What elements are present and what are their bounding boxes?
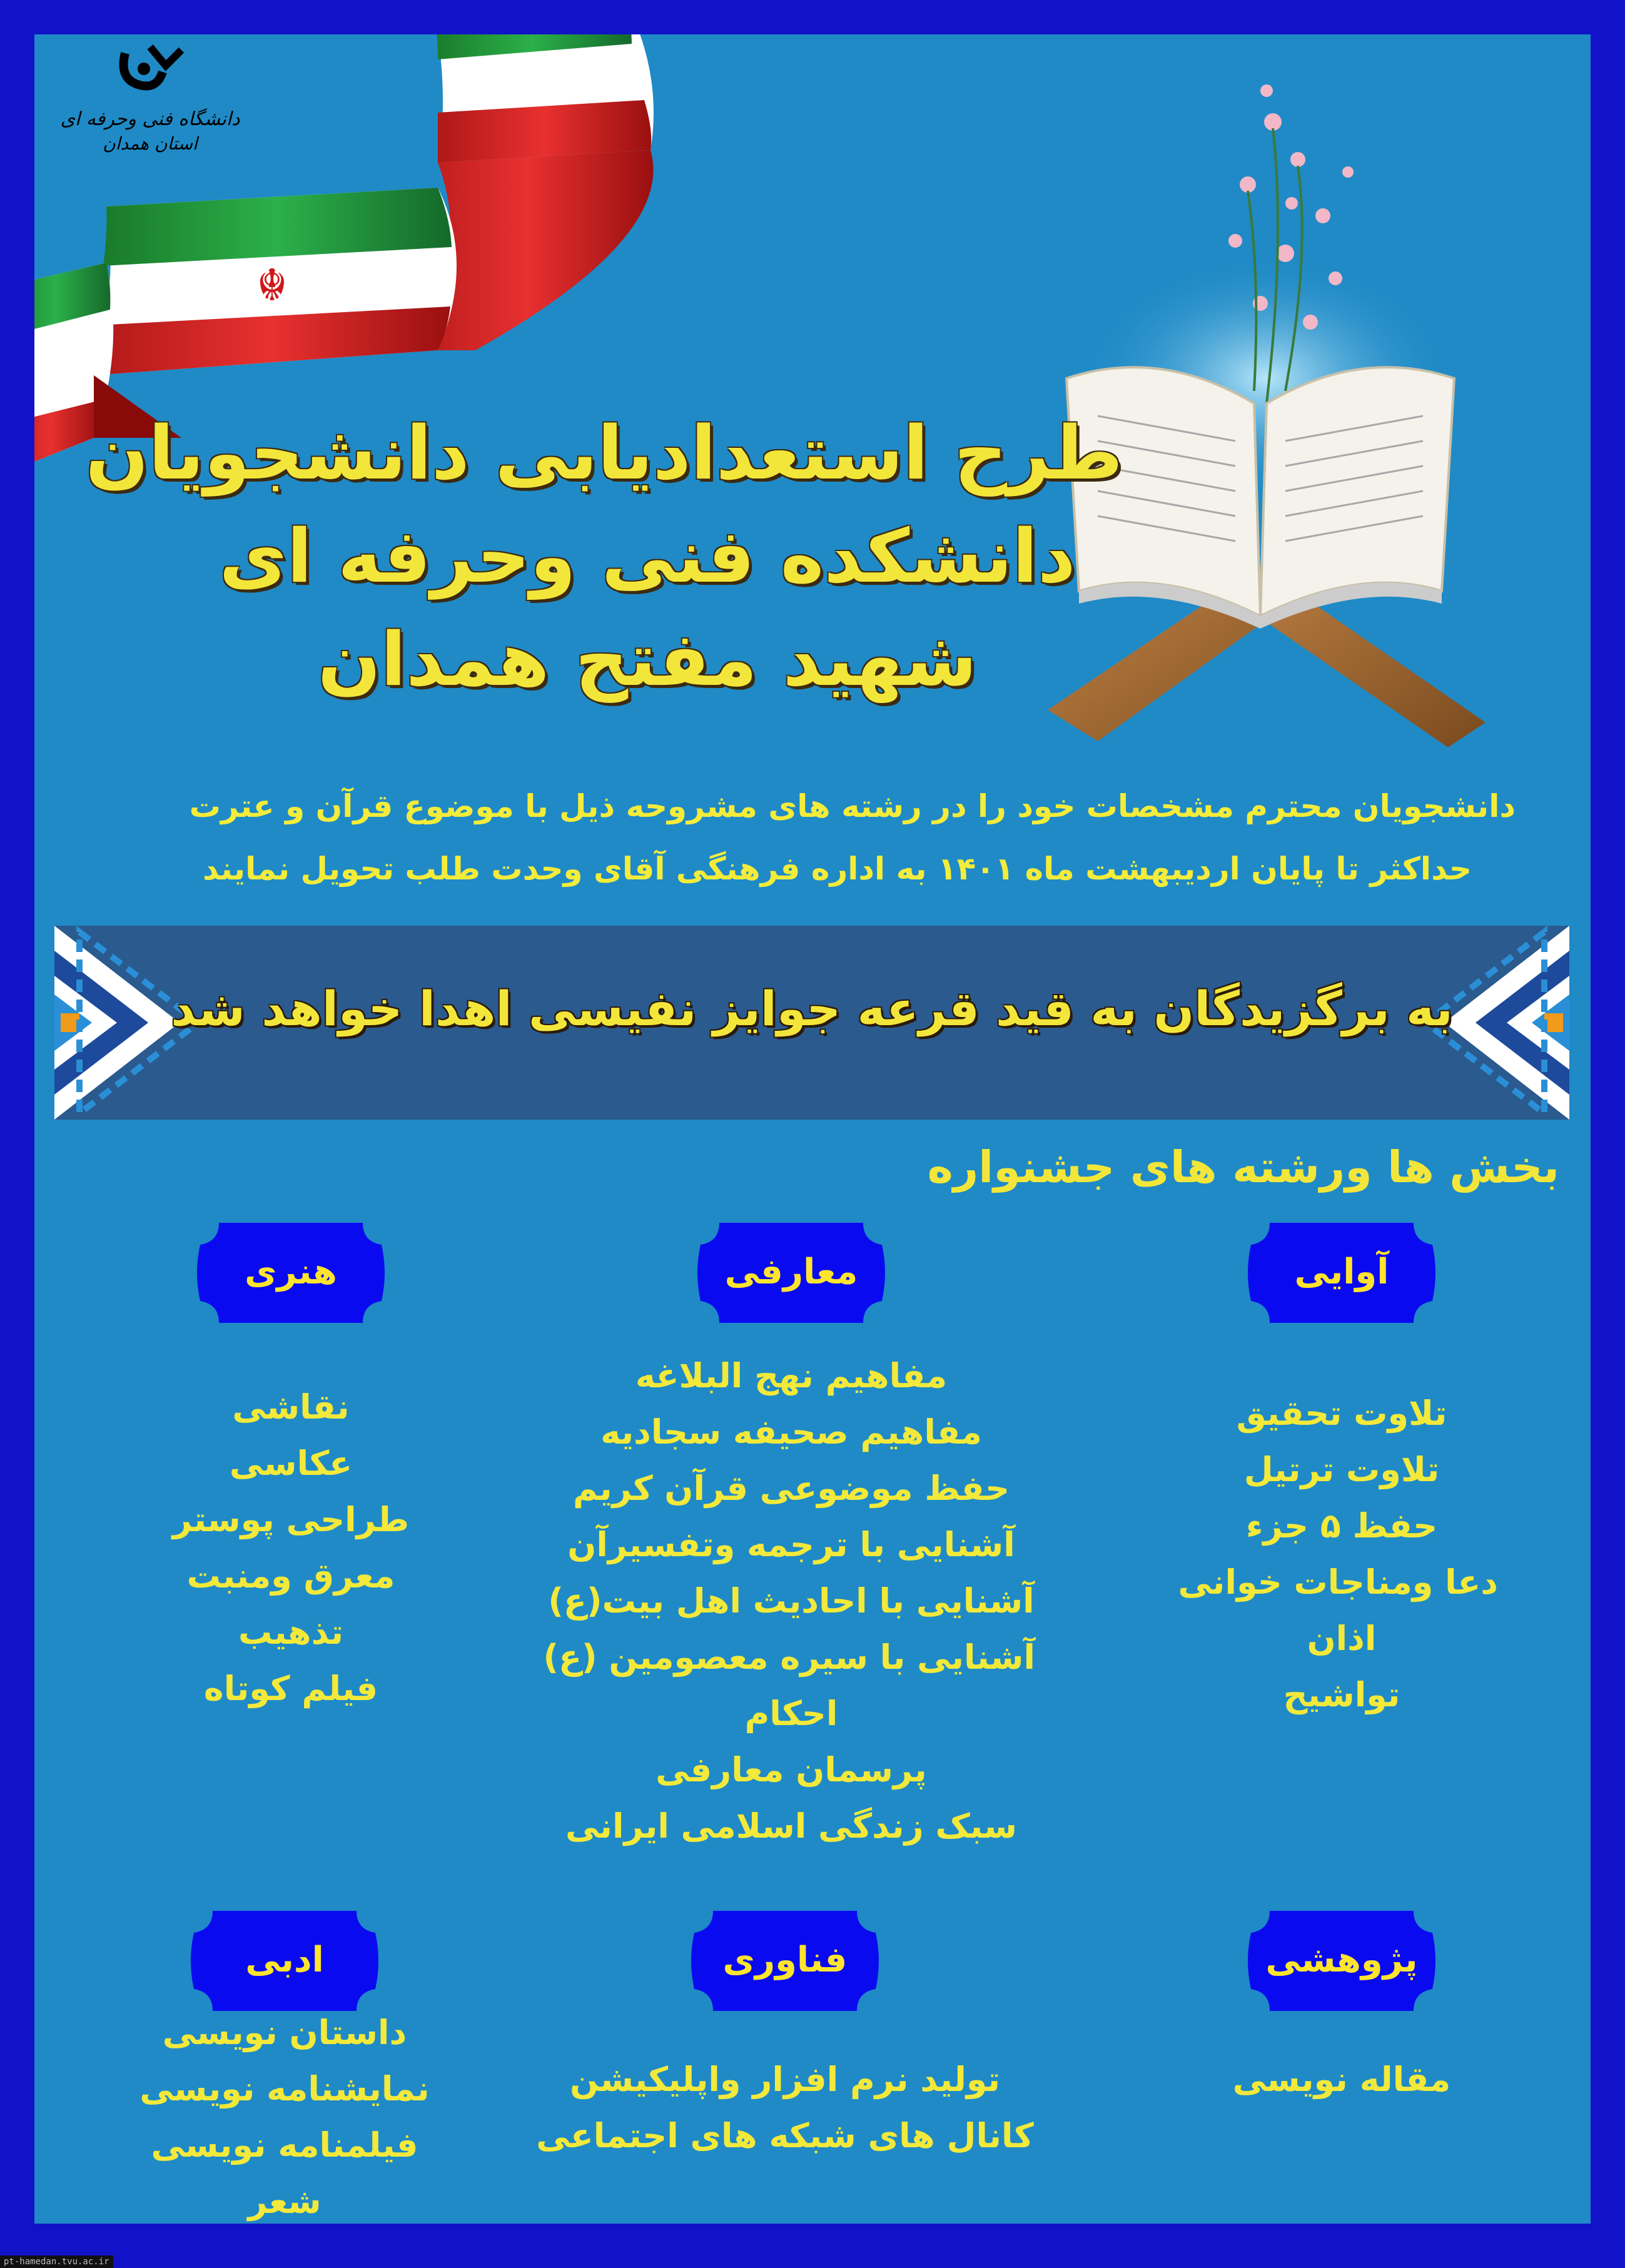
list-item: حفظ موضوعی قرآن کریم <box>572 1469 1010 1508</box>
list-item: تولید نرم افزار واپلیکیشن <box>570 2060 1000 2099</box>
category-items-avayi <box>1178 1385 1498 1723</box>
category-badge-honari <box>194 1223 388 1323</box>
list-item: کانال های شبکه های اجتماعی <box>536 2116 1034 2155</box>
list-item: پرسمان معارفی <box>656 1750 927 1790</box>
category-label: ادبی <box>245 1940 324 1980</box>
list-item: فیلمنامه نویسی <box>151 2125 418 2165</box>
list-item: داستان نویسی <box>162 2013 407 2052</box>
list-item: دعا ومناجات خوانی <box>1178 1562 1498 1602</box>
title-line-2: دانشکده فنی وحرفه ای <box>219 513 1076 599</box>
sections-heading: بخش ها ورشته های جشنواره <box>927 1142 1559 1193</box>
category-badge-fanavari <box>688 1911 882 2011</box>
list-item: آشنایی با ترجمه وتفسیرآن <box>567 1525 1015 1564</box>
category-label: معارفی <box>724 1252 858 1292</box>
category-badge-maarefi <box>694 1223 888 1323</box>
poster-body <box>34 34 1591 2224</box>
list-item: تلاوت تحقیق <box>1236 1394 1447 1433</box>
category-badge-adabi <box>188 1911 382 2011</box>
category-label: فناوری <box>722 1940 848 1980</box>
intro-line-1: دانشجویان محترم مشخصات خود را در رشته های مشروحه ذیل با موضوع قرآن و عترت <box>189 788 1516 824</box>
category-badge-pazhouheshi <box>1245 1911 1439 2011</box>
list-item: طراحی پوستر <box>172 1500 410 1539</box>
list-item: نقاشی <box>232 1387 350 1427</box>
list-item: تذهیب <box>238 1612 344 1652</box>
list-item: عکاسی <box>229 1444 353 1483</box>
category-items-maarefi <box>543 1348 1035 1855</box>
list-item: فیلم کوتاه <box>203 1669 378 1708</box>
footer-url: pt-hamedan.tvu.ac.ir <box>0 2255 113 2268</box>
logo-line-1: دانشگاه فنی وحرفه ای <box>60 108 240 130</box>
list-item: معرق ومنبت <box>186 1556 395 1596</box>
list-item: مفاهیم صحیفه سجادیه <box>600 1412 982 1452</box>
list-item: مفاهیم نهج البلاغه <box>635 1356 948 1395</box>
title-line-3: شهید مفتح همدان <box>318 616 977 702</box>
university-logo <box>56 34 244 185</box>
category-items-honari <box>153 1379 428 1717</box>
list-item: حفظ ۵ جزء <box>1245 1506 1438 1546</box>
logo-line-2: استان همدان <box>103 133 198 154</box>
list-item: احکام <box>744 1694 838 1733</box>
category-badge-avayi <box>1245 1223 1439 1323</box>
list-item: تواشیح <box>1283 1675 1400 1714</box>
title-line-1: طرح استعدادیابی دانشجویان <box>85 410 1123 496</box>
list-item: نمایشنامه نویسی <box>139 2069 430 2109</box>
category-label: پژوهشی <box>1265 1940 1418 1980</box>
list-item: آشنایی با احادیث اهل بیت(ع) <box>548 1581 1035 1621</box>
svg-text:☬: ☬ <box>256 260 288 311</box>
list-item: آشنایی با سیره معصومین (ع) <box>543 1638 1035 1677</box>
category-label: آوایی <box>1294 1252 1389 1292</box>
category-items-fanavari <box>535 2052 1035 2164</box>
category-items-pazhouheshi <box>1185 2052 1498 2108</box>
list-item: اذان <box>1307 1619 1377 1658</box>
category-items-adabi <box>122 2005 447 2224</box>
list-item: مقاله نویسی <box>1232 2060 1451 2099</box>
category-label: هنری <box>245 1252 337 1292</box>
intro-line-2: حداکثر تا پایان اردیبهشت ماه ۱۴۰۱ به اداره فرهنگی آقای وحدت طلب تحویل نمایند <box>203 851 1472 887</box>
banner-text: به برگزیدگان به قید قرعه جوایز نفیسی اهدا خواهد شد <box>171 981 1453 1036</box>
prize-banner <box>54 926 1569 1120</box>
list-item: تلاوت ترتیل <box>1243 1450 1440 1489</box>
list-item: شعر <box>248 2182 321 2221</box>
list-item: سبک زندگی اسلامی ایرانی <box>565 1806 1017 1846</box>
logo-mark-icon <box>106 41 194 109</box>
